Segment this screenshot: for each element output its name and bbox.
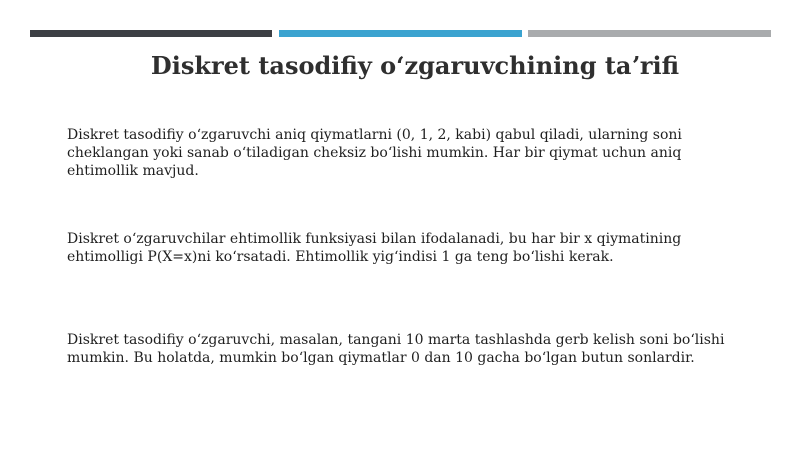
paragraph-probability-function: Diskret oʻzgaruvchilar ehtimollik funksiyasi bilan ifodalanadi, bu har bir x qiymatining ehtimolligi P(X=x)ni koʻrsatadi. Ehtimollik yigʻindisi 1 ga teng boʻlishi kerak. (67, 231, 682, 265)
slide-title: Diskret tasodifiy oʻzgaruvchining taʼrifi (150, 51, 680, 80)
header-bar-accent (279, 30, 522, 37)
paragraph-example: Diskret tasodifiy oʻzgaruvchi, masalan, tangani 10 marta tashlashda gerb kelish soni boʻlishi mumkin. Bu holatda, mumkin boʻlgan qiymatlar 0 dan 10 gacha boʻlgan butun sonlardir. (67, 332, 725, 366)
paragraph-definition: Diskret tasodifiy oʻzgaruvchi aniq qiymatlarni (0, 1, 2, kabi) qabul qiladi, ularning soni cheklangan yoki sanab oʻtiladigan cheksiz boʻlishi mumkin. Har bir qiymat uchun aniq ehtimollik mavjud. (67, 127, 682, 179)
header-bar-dark (30, 30, 272, 37)
header-bar-light (528, 30, 771, 37)
